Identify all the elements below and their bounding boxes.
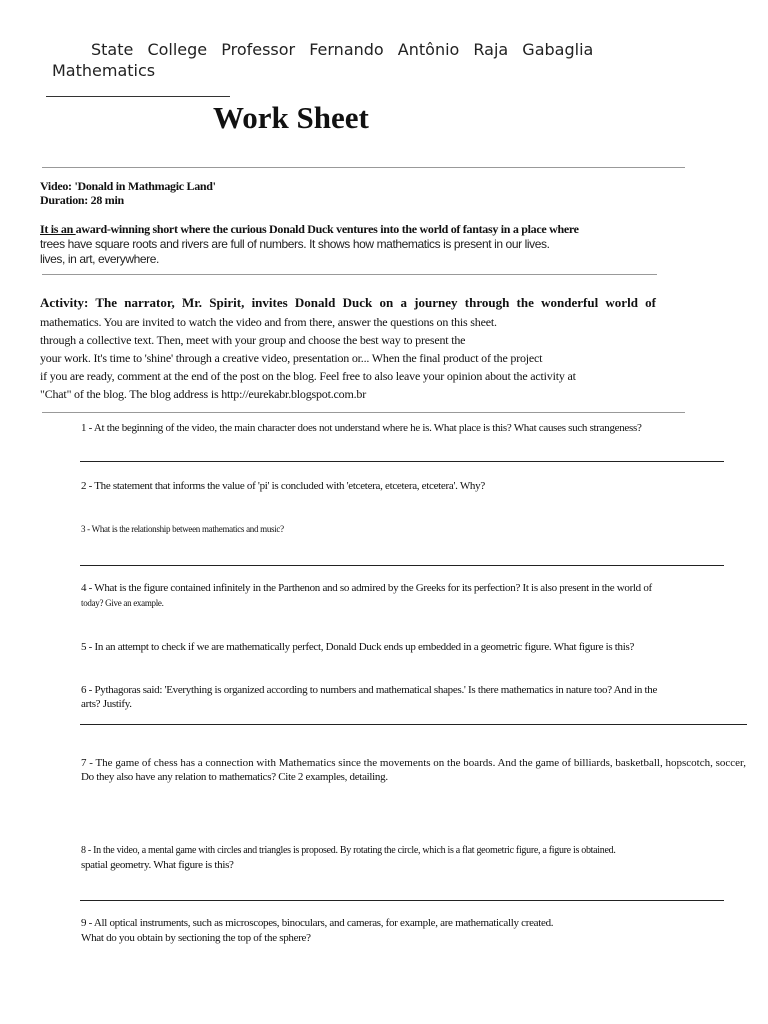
question-1: 1 - At the beginning of the video, the main character does not understand where he is. What place is this? What causes such strangeness? bbox=[81, 422, 642, 434]
description-line-2: trees have square roots and rivers are full of numbers. It shows how mathematics is present in our lives. bbox=[40, 237, 550, 251]
subject-name: Mathematics bbox=[52, 61, 156, 80]
answer-line-8[interactable] bbox=[80, 900, 724, 901]
activity-line-5: if you are ready, comment at the end of the post on the blog. Feel free to also leave your opinion about the activity at bbox=[40, 369, 576, 383]
question-2: 2 - The statement that informs the value of 'pi' is concluded with 'etcetera, etcetera, etcetera'. Why? bbox=[81, 480, 485, 492]
activity-line-1: Activity: The narrator, Mr. Spirit, invites Donald Duck on a journey through the wonderful world of bbox=[40, 295, 656, 310]
question-7-line-1: 7 - The game of chess has a connection with Mathematics since the movements on the boards. And the game of billiards, basketball, hopscotch, soccer, bbox=[81, 757, 746, 769]
question-6-line-1: 6 - Pythagoras said: 'Everything is organized according to numbers and mathematical shapes.' Is there mathematics in nature too? And in the bbox=[81, 684, 658, 696]
activity-line-6: "Chat" of the blog. The blog address is http://eurekabr.blogspot.com.br bbox=[40, 387, 366, 401]
question-8-line-1: 8 - In the video, a mental game with circles and triangles is proposed. By rotating the circle, which is a flat geometric figure, a figure is obtained. bbox=[81, 845, 616, 856]
page-title: Work Sheet bbox=[213, 100, 369, 135]
question-5: 5 - In an attempt to check if we are mathematically perfect, Donald Duck ends up embedded in a geometric figure. What figure is this? bbox=[81, 641, 635, 653]
divider-bottom bbox=[42, 412, 685, 413]
answer-line-3[interactable] bbox=[80, 565, 724, 566]
answer-line-6[interactable] bbox=[80, 724, 747, 725]
question-6-line-2: arts? Justify. bbox=[81, 698, 132, 710]
description-line-1 bbox=[40, 222, 579, 237]
activity-line-2: mathematics. You are invited to watch the video and from there, answer the questions on this sheet. bbox=[40, 315, 497, 329]
question-3: 3 - What is the relationship between mathematics and music? bbox=[81, 524, 284, 534]
question-9-line-2: What do you obtain by sectioning the top of the sphere? bbox=[81, 932, 311, 944]
video-duration: Duration: 28 min bbox=[40, 193, 124, 207]
question-9-line-1: 9 - All optical instruments, such as microscopes, binoculars, and cameras, for example, are mathematically created. bbox=[81, 917, 554, 929]
divider-top bbox=[42, 167, 685, 168]
question-7-line-2: Do they also have any relation to mathematics? Cite 2 examples, detailing. bbox=[81, 771, 388, 783]
question-4-line-1: 4 - What is the figure contained infinitely in the Parthenon and so admired by the Greeks for its perfection? It is also present in the world of bbox=[81, 582, 652, 594]
question-8-line-2: spatial geometry. What figure is this? bbox=[81, 859, 234, 871]
answer-line-1[interactable] bbox=[80, 461, 724, 462]
divider-middle bbox=[42, 274, 657, 275]
question-4-line-2: today? Give an example. bbox=[81, 598, 164, 608]
description-lead-rest: award-winning short where the curious Donald Duck ventures into the world of fantasy in a place where bbox=[75, 222, 579, 236]
description-line-3: lives, in art, everywhere. bbox=[40, 252, 159, 266]
name-blank-line bbox=[46, 96, 230, 97]
activity-line-4: your work. It's time to 'shine' through a creative video, presentation or... When the final product of the project bbox=[40, 351, 543, 365]
video-title: Video: 'Donald in Mathmagic Land' bbox=[40, 179, 216, 193]
description-lead: It is an bbox=[40, 222, 76, 236]
school-name: State College Professor Fernando Antônio Raja Gabaglia bbox=[91, 40, 594, 59]
activity-line-3: through a collective text. Then, meet with your group and choose the best way to present the bbox=[40, 333, 466, 347]
